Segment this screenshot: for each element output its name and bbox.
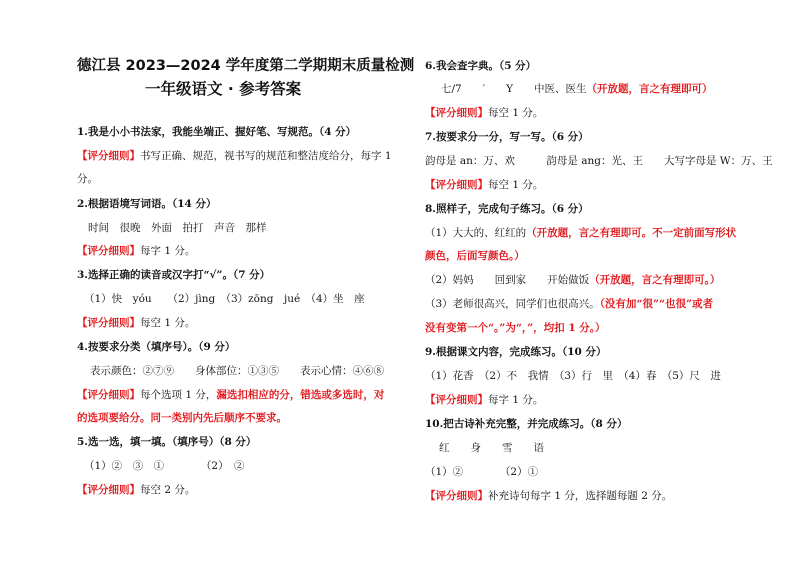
q6-rule-text: 每空 1 分。 (488, 107, 544, 119)
q3-rule-text: 每空 1 分。 (140, 317, 196, 329)
q2-answer: 时间 很晚 外面 拍打 声音 那样 (88, 222, 267, 234)
q4-rule-red-continued: 的选项要给分。同一类别内先后顺序不要求。 (77, 412, 287, 424)
criteria-label: 【评分细则】 (77, 389, 140, 401)
q8-part2-note: （开放题，言之有理即可。） (589, 274, 721, 286)
q7-rule-text: 每空 1 分。 (488, 179, 544, 191)
q9-heading: 9.根据课文内容，完成练习。（10 分） (425, 346, 607, 358)
criteria-label: 【评分细则】 (77, 150, 140, 162)
q8-part3 (425, 297, 713, 311)
q1-rule-text: 书写正确、规范，视书写的规范和整洁度给分，每字 1 (140, 150, 392, 162)
q8-part1-note-continued: 颜色，后面写颜色。） (425, 250, 525, 262)
q6-answer (441, 82, 713, 96)
q2-rule-text: 每字 1 分。 (140, 245, 196, 257)
q3-rule (77, 316, 195, 330)
criteria-label: 【评分细则】 (425, 490, 488, 502)
q10-rule (425, 489, 672, 503)
q2-rule (77, 244, 195, 258)
q1-rule-continued: 分。 (77, 173, 98, 185)
q8-part3-note-continued: 没有变第一个“。”为“，”，均扣 1 分。） (425, 322, 606, 334)
q6-heading: 6.我会查字典。（5 分） (425, 60, 537, 72)
q9-rule-text: 每字 1 分。 (488, 394, 544, 406)
q4-rule (77, 388, 384, 402)
criteria-label: 【评分细则】 (77, 484, 140, 496)
q5-rule (77, 483, 195, 497)
q8-heading: 8.照样子，完成句子练习。（6 分） (425, 203, 589, 215)
q9-rule (425, 393, 543, 407)
q8-part2 (425, 273, 720, 287)
criteria-label: 【评分细则】 (425, 179, 488, 191)
q9-answer: （1）花香 （2）不 我情 （3）行 里 （4）春 （5）尺 进 (425, 370, 721, 382)
q6-answer-note: （开放题，言之有理即可） (586, 83, 713, 95)
q5-answer: （1）② ③ ① （2） ② (84, 460, 245, 472)
criteria-label: 【评分细则】 (425, 394, 488, 406)
q8-part1 (425, 226, 736, 240)
q10-rule-text: 补充诗句每字 1 分，选择题每题 2 分。 (488, 490, 673, 502)
document-title: 德江县 2023—2024 学年度第二学期期末质量检测 (77, 58, 415, 74)
q8-part1-note: （开放题，言之有理即可。不一定前面写形状 (526, 227, 737, 239)
q5-rule-text: 每空 2 分。 (140, 484, 196, 496)
q10-answer: （1）② （2）① (425, 466, 539, 478)
q2-heading: 2.根据语境写词语。（14 分） (77, 198, 217, 210)
q4-answer: 表示颜色：②⑦⑨ 身体部位：①③⑤ 表示心情：④⑥⑧ (90, 365, 384, 377)
q10-heading: 10.把古诗补充完整，并完成练习。（8 分） (425, 418, 628, 430)
q3-answer: （1）快 yóu （2）jìng （3）zōng jué （4）坐 座 (84, 293, 365, 305)
q10-words: 红 身 雪 语 (439, 442, 544, 454)
q1-heading: 1.我是小小书法家，我能坐端正、握好笔、写规范。（4 分） (77, 126, 357, 138)
q3-heading: 3.选择正确的读音或汉字打“√”。（7 分） (77, 269, 271, 281)
q8-part3-text: （3）老师很高兴，同学们也很高兴。 (425, 298, 600, 310)
document-subtitle: 一年级语文 · 参考答案 (145, 80, 302, 98)
q8-part2-text: （2）妈妈 回到家 开始做饭 (425, 274, 590, 286)
q7-rule (425, 178, 543, 192)
criteria-label: 【评分细则】 (77, 245, 140, 257)
q6-rule (425, 106, 543, 120)
q8-part3-note: （没有加“很”“也很”或者 (599, 298, 714, 310)
q4-rule-text: 每个选项 1 分， (140, 389, 217, 401)
q4-rule-red: 漏选扣相应的分，错选或多选时，对 (216, 389, 385, 401)
q7-answer: 韵母是 an：万、欢 韵母是 ang：光、王 大写字母是 W：万、王 (425, 155, 773, 167)
criteria-label: 【评分细则】 (77, 317, 140, 329)
q7-heading: 7.按要求分一分，写一写。（6 分） (425, 131, 589, 143)
q1-rule (77, 149, 392, 163)
q4-heading: 4.按要求分类（填序号）。（9 分） (77, 341, 236, 353)
q5-heading: 5.选一选，填一填。（填序号）（8 分） (77, 436, 257, 448)
criteria-label: 【评分细则】 (425, 107, 488, 119)
q8-part1-text: （1）大大的、红红的 (425, 227, 527, 239)
q6-answer-text: 七/7 ′ Y 中医、医生 (441, 83, 587, 95)
